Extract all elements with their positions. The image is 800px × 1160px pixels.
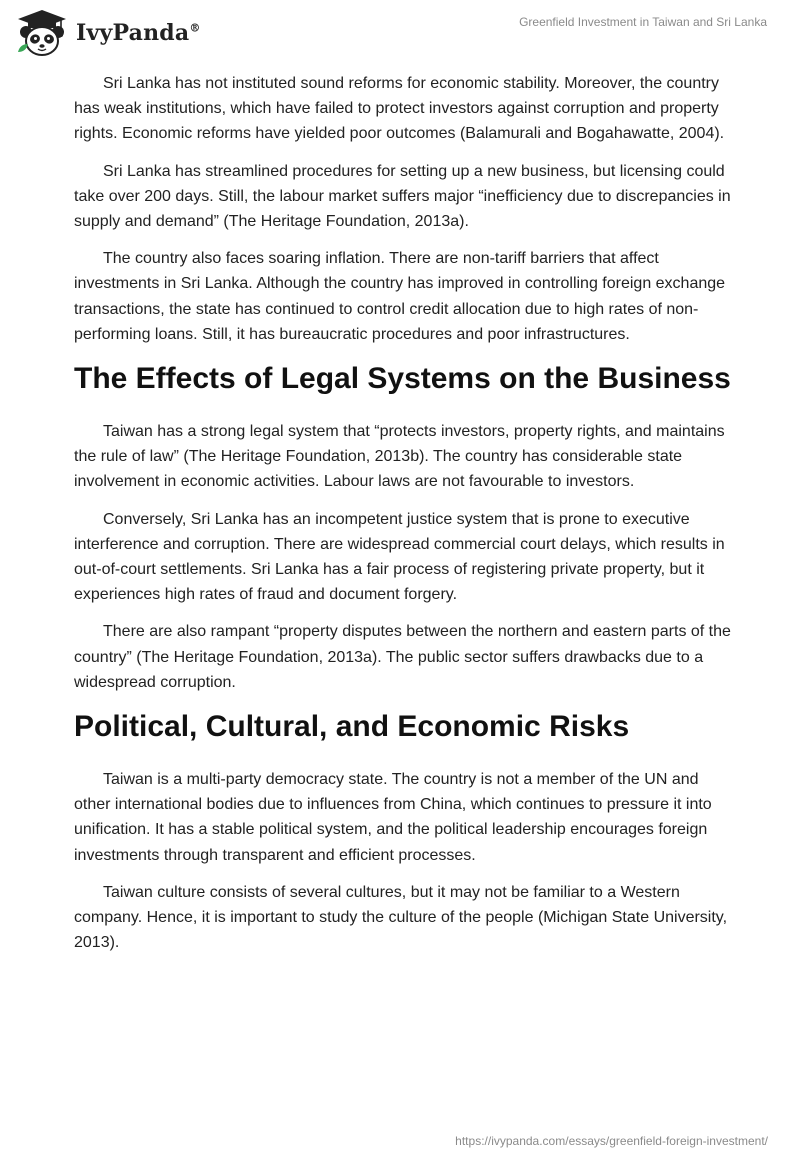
paragraph: Taiwan culture consists of several cultures, but it may not be familiar to a Western company. Hence, it is important to study the culture of the people (Michigan State University, 2013). xyxy=(74,883,728,952)
paragraph: There are also rampant “property disputes between the northern and eastern parts of the country” (The Heritage Foundation, 2013a). The public sector suffers drawbacks due to a widespread corruption. xyxy=(74,623,731,691)
paragraph: Sri Lanka has not instituted sound reforms for economic stability. Moreover, the country has weak institutions, which have failed to protect investors against corruption and property rights. Economic reforms have yielded poor outcomes (Balamurali and Bogahawatte, 2004). xyxy=(74,75,725,143)
panda-graduate-icon xyxy=(14,8,70,58)
document-title: Greenfield Investment in Taiwan and Sri Lanka xyxy=(519,15,767,29)
page-header xyxy=(0,0,800,70)
section-heading-risks: Political, Cultural, and Economic Risks xyxy=(74,710,630,744)
logo-wordmark: IvyPanda® xyxy=(76,20,201,46)
ivypanda-logo[interactable] xyxy=(14,8,201,58)
paragraph: Taiwan is a multi-party democracy state. The country is not a member of the UN and other international bodies due to influences from China, which continues to pressure it into unification. It has a stable political system, and the political leadership encourages foreign investments through transparent and efficient processes. xyxy=(74,771,712,864)
source-url[interactable]: https://ivypanda.com/essays/greenfield-foreign-investment/ xyxy=(455,1134,768,1148)
paragraph: Sri Lanka has streamlined procedures for setting up a new business, but licensing could take over 200 days. Still, the labour market suffers major “inefficiency due to discrepancies in supply and demand” (The Heritage Foundation, 2013a). xyxy=(74,162,731,231)
article-body xyxy=(74,71,734,967)
paragraph: The country also faces soaring inflation. There are non-tariff barriers that affect investments in Sri Lanka. Although the country has improved in controlling foreign exchange transactions, the state has continued to control credit allocation due to high rates of non-performing loans. Still, it has bureaucratic procedures and poor infrastructures. xyxy=(74,250,726,343)
section-heading-legal-systems: The Effects of Legal Systems on the Business xyxy=(74,362,731,396)
paragraph: Conversely, Sri Lanka has an incompetent justice system that is prone to executive interference and corruption. There are widespread commercial court delays, which results in out-of-court settlements. Sri Lanka has a fair process of registering private property, but it experiences high rates of fraud and document forgery. xyxy=(74,510,725,604)
paragraph: Taiwan has a strong legal system that “protects investors, property rights, and maintains the rule of law” (The Heritage Foundation, 2013b). The country has considerable state involvement in economic activities. Labour laws are not favourable to investors. xyxy=(74,423,725,491)
